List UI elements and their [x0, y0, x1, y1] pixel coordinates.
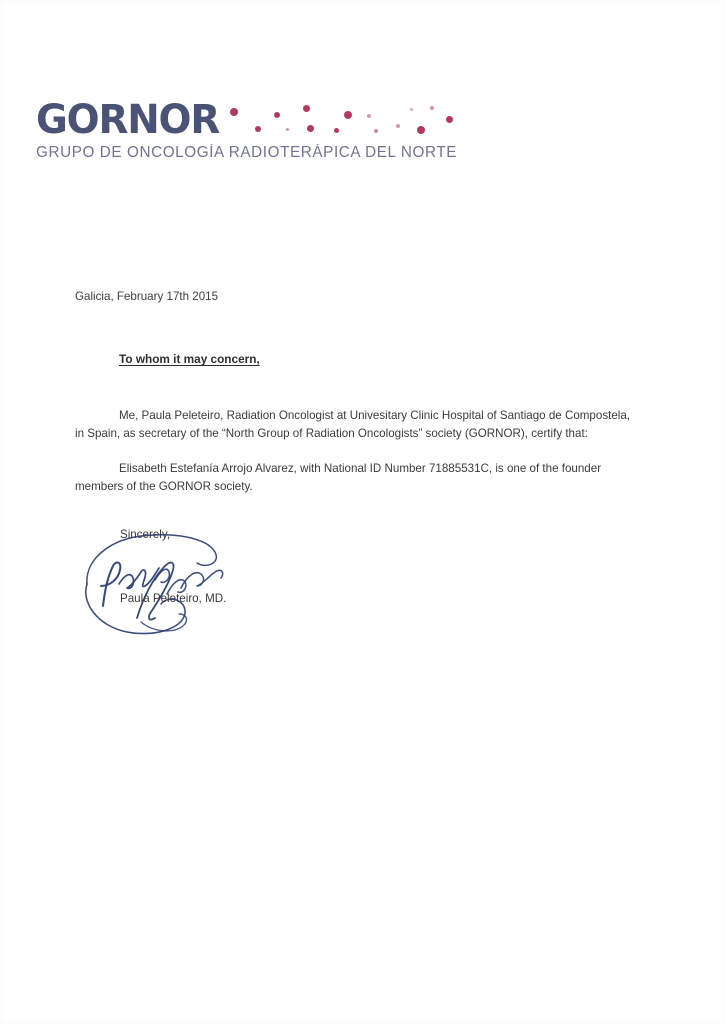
dot-icon [274, 112, 280, 118]
dot-icon [303, 105, 310, 112]
letterhead-tagline: GRUPO DE ONCOLOGÍA RADIOTERÁPICA DEL NORTE [36, 144, 458, 161]
dot-icon [417, 126, 425, 134]
dot-icon [286, 128, 289, 131]
signature-block [75, 528, 335, 638]
dot-icon [255, 126, 261, 132]
dot-icon [410, 108, 413, 111]
date-line: Galicia, February 17th 2015 [75, 290, 219, 303]
dot-icon [230, 108, 238, 116]
dot-icon [334, 128, 339, 133]
paragraph-founder-member: Elisabeth Estefanía Arrojo Alvarez, with National ID Number 71885531C, is one of the founder members of the GORNOR society. [75, 461, 602, 493]
closing-line: Sincerely, [120, 528, 171, 541]
paragraph-certification: Me, Paula Peleteiro, Radiation Oncologist at Univesitary Clinic Hospital of Santiago de Compostela, in Spain, as secretary of the “North Group of Radiation Oncologists” society (GORNOR), certify that: [75, 408, 631, 441]
dot-icon [446, 116, 453, 123]
dot-icon [430, 106, 434, 110]
dot-icon [374, 129, 378, 133]
letter-body [75, 288, 635, 508]
dot-icon [367, 114, 371, 118]
salutation: To whom it may concern, [119, 351, 260, 366]
dot-icon [344, 111, 352, 119]
letterhead [36, 97, 458, 161]
decorative-dots-pattern [224, 100, 456, 144]
signer-name: Paula Peleteiro, MD. [120, 592, 227, 605]
dot-icon [307, 125, 314, 132]
gornor-wordmark: GORNOR [36, 97, 220, 143]
brand-row [36, 97, 456, 144]
dot-icon [396, 124, 400, 128]
